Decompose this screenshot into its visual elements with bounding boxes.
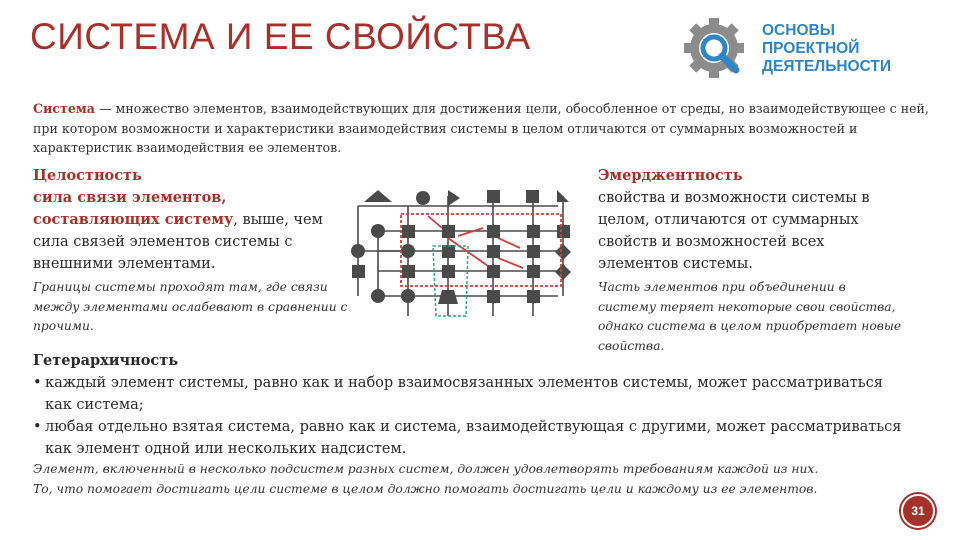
diagram-node: [351, 244, 365, 258]
diagram-node: [448, 190, 460, 206]
logo-line-3: ДЕЯТЕЛЬНОСТИ: [762, 58, 892, 75]
logo-line-2: ПРОЕКТНОЙ: [762, 40, 860, 57]
system-definition: [33, 99, 938, 158]
diagram-node: [402, 265, 415, 278]
system-term: Система: [33, 101, 95, 116]
diagram-node: [527, 265, 540, 278]
logo-text: [762, 22, 891, 76]
system-definition-text: — множество элементов, взаимодействующих для достижения цели, обособленное от среды, но взаимодействующее с ней, при котором возможности и характеристики взаимодействия системы в целом отличаются от суммарных возможностей и характеристик взаимодействия ее элементов.: [33, 101, 929, 155]
diagram-node: [487, 265, 500, 278]
diagram-node: [487, 290, 500, 303]
page-number-badge: 31: [901, 494, 935, 528]
list-item: [33, 416, 913, 460]
diagram-node: [487, 245, 500, 258]
diagram-node: [527, 225, 540, 238]
diagram-node: [487, 225, 500, 238]
emergence-heading: Эмерджентность: [598, 167, 743, 184]
diagram-node: [352, 265, 365, 278]
hierarchy-note-2: То, что помогает достигать цели системе в целом должно помогать достигать цели и каждому из ее элементов.: [33, 481, 818, 496]
diagram-node: [438, 290, 458, 304]
hierarchy-item-1: каждый элемент системы, равно как и набор взаимосвязанных элементов системы, может рассматриваться как система;: [45, 375, 883, 413]
diagram-node: [401, 289, 415, 303]
diagram-node: [442, 265, 455, 278]
slide-title: СИСТЕМА И ЕЕ СВОЙСТВА: [30, 16, 531, 57]
diagram-node: [526, 190, 539, 203]
diagram-node: [527, 245, 540, 258]
hierarchy-block: [33, 350, 913, 499]
diagram-node: [557, 225, 570, 238]
integrity-note: Границы системы проходят там, где связи между элементами ослабевают в сравнении с прочими.: [33, 280, 348, 333]
hierarchy-item-2: любая отдельно взятая система, равно как и система, взаимодействующая с другими, может рассматриваться как элемент одной или нескольких надсистем.: [45, 419, 902, 457]
bullet: •: [33, 375, 42, 391]
hierarchy-list: [33, 372, 913, 460]
hierarchy-heading: Гетерархичность: [33, 352, 179, 369]
diagram-node: [555, 244, 571, 260]
diagram-node: [557, 190, 569, 202]
diagram-node: [371, 224, 385, 238]
diagram-node: [555, 264, 571, 280]
diagram-node: [364, 190, 392, 202]
integrity-heading: Целостность: [33, 167, 142, 184]
logo-line-1: ОСНОВЫ: [762, 22, 835, 39]
diagram-node: [416, 191, 430, 205]
integrity-subheading: сила связи элементов,: [33, 189, 227, 206]
integrity-block: [33, 165, 348, 337]
integrity-text: , выше, чем сила связей элементов системы с внешними элементами.: [33, 212, 323, 272]
system-elements-diagram: [348, 176, 588, 336]
list-item: [33, 372, 913, 416]
course-logo: [680, 14, 920, 86]
diagram-node: [371, 289, 385, 303]
diagram-node: [401, 244, 415, 258]
emergence-block: [598, 165, 903, 356]
integrity-subheading-2: составляющих систему: [33, 211, 234, 228]
bullet: •: [33, 419, 42, 435]
diagram-node: [442, 225, 455, 238]
hierarchy-note-1: Элемент, включенный в несколько подсистем разных систем, должен удовлетворять требованиям каждой из них.: [33, 462, 819, 476]
diagram-node: [442, 245, 455, 258]
diagram-node: [527, 290, 540, 303]
gear-magnifier-icon: [680, 14, 752, 86]
diagram-node: [487, 190, 500, 203]
emergence-note: Часть элементов при объединении в систему теряет некоторые свои свойства, однако система в целом приобретает новые свойства.: [598, 280, 902, 353]
diagram-node: [402, 225, 415, 238]
emergence-text: свойства и возможности системы в целом, отличаются от суммарных свойств и возможностей всех элементов системы.: [598, 190, 870, 272]
